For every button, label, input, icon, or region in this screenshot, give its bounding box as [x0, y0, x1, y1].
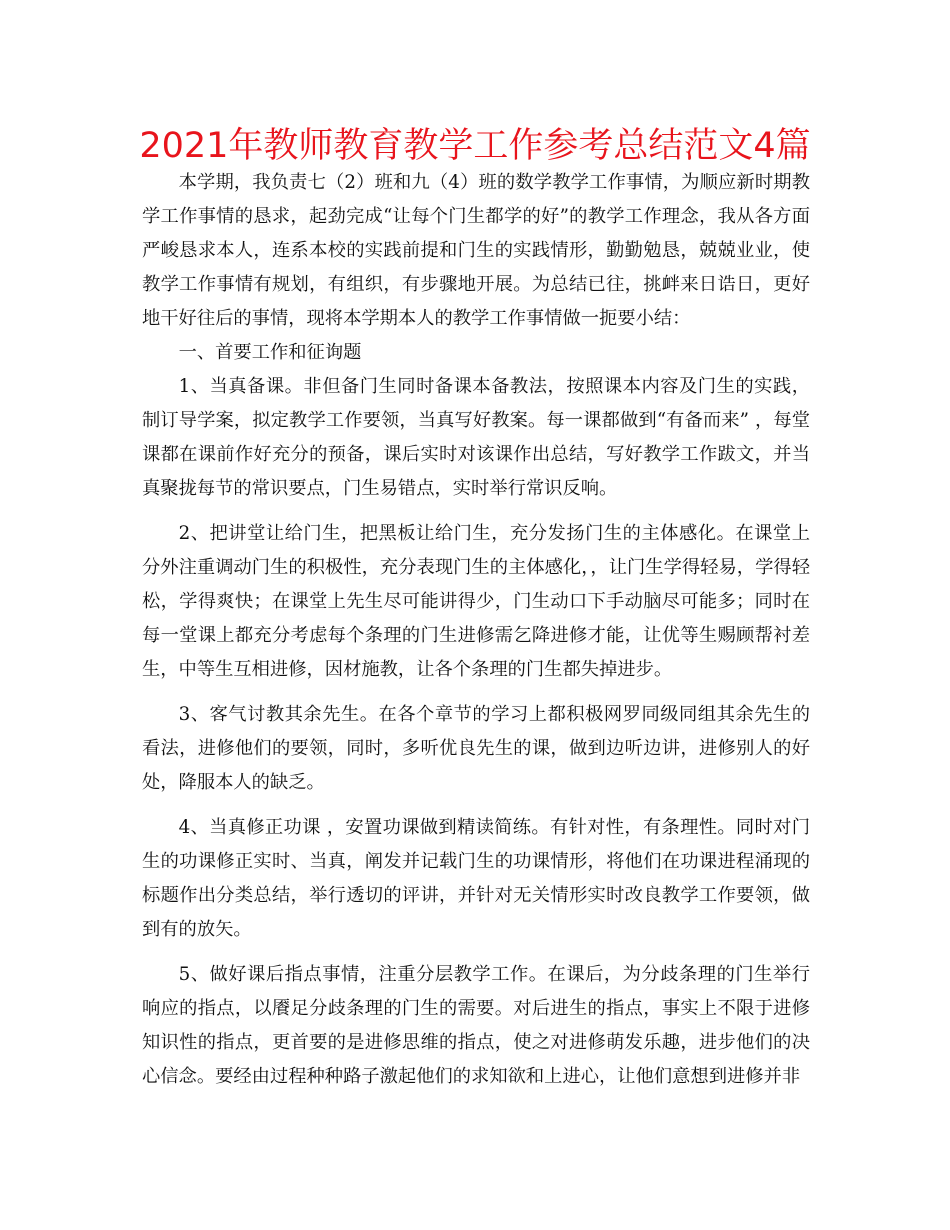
- item-3-paragraph: 3、客气讨教其余先生。在各个章节的学习上都积极网罗同级同组其余先生的看法，进修他们的要领，同时，多听优良先生的课，做到边听边讲，进修别人的好处，降服本人的缺乏。: [142, 704, 810, 793]
- document-title: 2021年教师教育教学工作参考总结范文4篇: [139, 126, 811, 166]
- item-2-paragraph: 2、把讲堂让给门生，把黑板让给门生，充分发扬门生的主体感化。在课堂上分外注重调动门生的积极性，充分表现门生的主体感化，，让门生学得轻易，学得轻松，学得爽快；在课堂上先生尽可能讲得少，门生动口下手动脑尽可能多；同时在每一堂课上都充分考虑每个条理的门生进修需乞降进修才能，让优等生赐顾帮衬差生，中等生互相进修，因材施教，让各个条理的门生都失掉进步。: [142, 523, 810, 680]
- intro-paragraph: 本学期，我负责七（2）班和九（4）班的数学教学工作事情，为顺应新时期教学工作事情的恳求，起劲完成“让每个门生都学的好”的教学工作理念，我从各方面严峻恳求本人，连系本校的实践前提和门生的实践情形，勤勤勉恳，兢兢业业，使教学工作事情有规划，有组织，有步骤地开展。为总结已往，挑衅来日诰日，更好地干好往后的事情，现将本学期本人的教学工作事情做一扼要小结：: [142, 172, 810, 329]
- section-heading: 一、首要工作和征询题: [178, 342, 362, 363]
- document-body: [142, 166, 810, 1094]
- item-5-paragraph: 5、做好课后指点事情，注重分层教学工作。在课后，为分歧条理的门生举行响应的指点，以餍足分歧条理的门生的需要。对后进生的指点，事实上不限于进修知识性的指点，更首要的是进修思维的指点，使之对进修萌发乐趣，进步他们的决心信念。要经由过程种种路子激起他们的求知欲和上进心，让他们意想到进修并非: [142, 964, 810, 1087]
- item-4-paragraph: 4、当真修正功课 ，安置功课做到精读简练。有针对性，有条理性。同时对门生的功课修正实时、当真，阐发并记载门生的功课情形，将他们在功课进程涌现的标题作出分类总结，举行透切的评讲，并针对无关情形实时改良教学工作要领，做到有的放矢。: [142, 817, 810, 940]
- item-1-paragraph: 1、当真备课。非但备门生同时备课本备教法，按照课本内容及门生的实践，制订导学案，拟定教学工作要领，当真写好教案。每一课都做到“有备而来” ，每堂课都在课前作好充分的预备，课后实时对该课作出总结，写好教学工作跋文，并当真聚拢每节的常识要点，门生易错点，实时举行常识反响。: [142, 376, 810, 499]
